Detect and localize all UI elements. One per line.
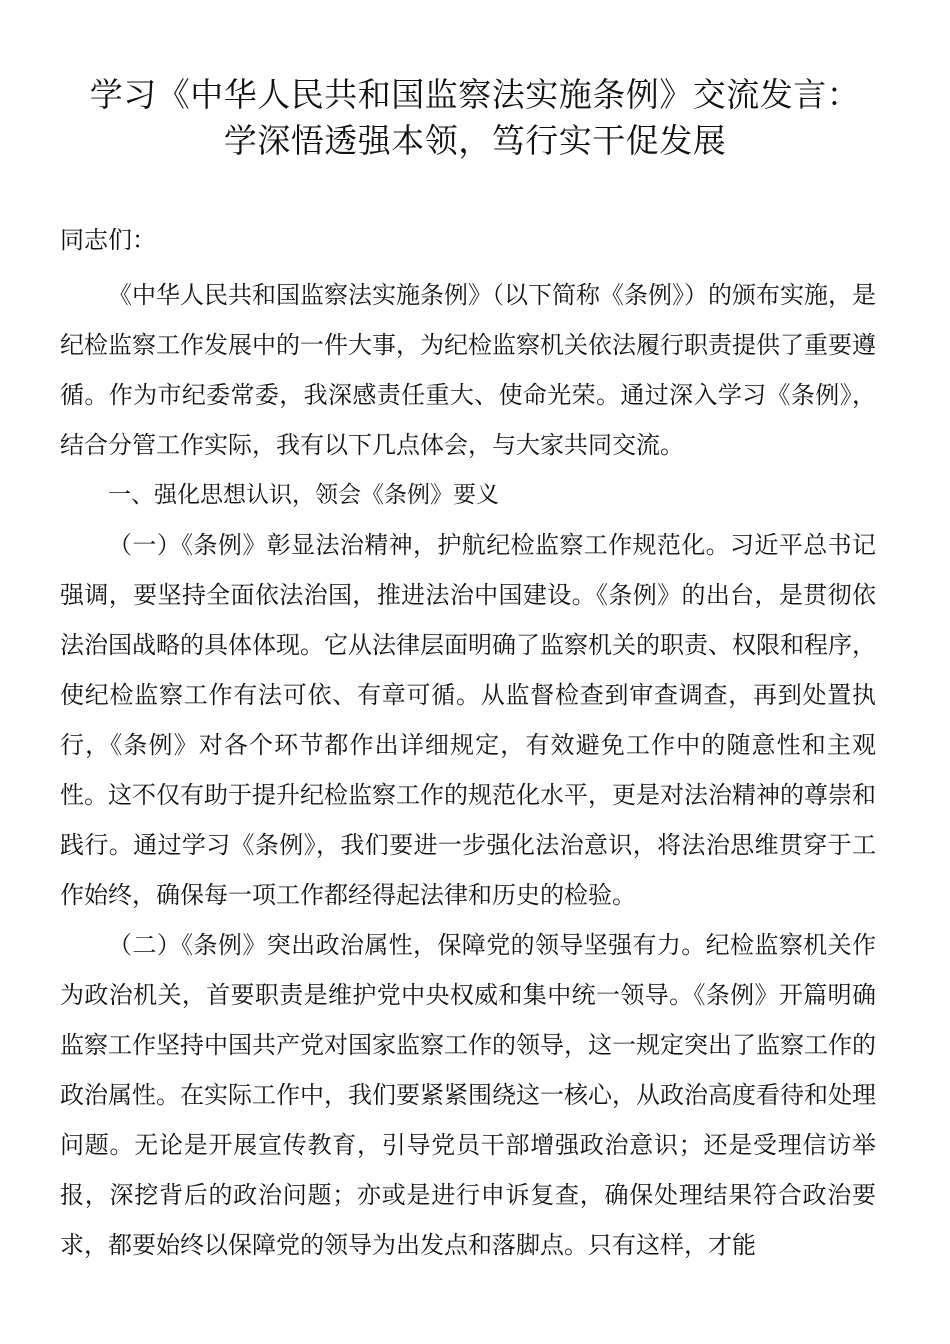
document-body bbox=[60, 270, 876, 1270]
paragraph-point-1: （一）《条例》彰显法治精神，护航纪检监察工作规范化。习近平总书记强调，要坚持全面依法治国，推进法治中国建设。《条例》的出台，是贯彻依法治国战略的具体体现。它从法律层面明确了监察机关的职责、权限和程序，使纪检监察工作有法可依、有章可循。从监督检查到审查调查，再到处置执行，《条例》对各个环节都作出详细规定，有效避免工作中的随意性和主观性。这不仅有助于提升纪检监察工作的规范化水平，更是对法治精神的尊崇和践行。通过学习《条例》，我们要进一步强化法治意识，将法治思维贯穿于工作始终，确保每一项工作都经得起法律和历史的检验。 bbox=[60, 531, 876, 909]
section-heading-1: 一、强化思想认识，领会《条例》要义 bbox=[108, 482, 499, 508]
paragraph-intro: 《中华人民共和国监察法实施条例》（以下简称《条例》）的颁布实施，是纪检监察工作发展中的一件大事，为纪检监察机关依法履行职责提供了重要遵循。作为市纪委常委，我深感责任重大、使命光荣。通过深入学习《条例》，结合分管工作实际，我有以下几点体会，与大家共同交流。 bbox=[60, 281, 876, 459]
paragraph-point-2: （二）《条例》突出政治属性，保障党的领导坚强有力。纪检监察机关作为政治机关，首要职责是维护党中央权威和集中统一领导。《条例》开篇明确监察工作坚持中国共产党对国家监察工作的领导，这一规定突出了监察工作的政治属性。在实际工作中，我们要紧紧围绕这一核心，从政治高度看待和处理问题。无论是开展宣传教育，引导党员干部增强政治意识；还是受理信访举报，深挖背后的政治问题；亦或是进行申诉复查，确保处理结果符合政治要求，都要始终以保障党的领导为出发点和落脚点。只有这样，才能 bbox=[60, 931, 876, 1259]
document-title-line-2: 学深悟透强本领，笃行实干促发展 bbox=[223, 121, 727, 160]
salutation: 同志们： bbox=[60, 226, 156, 254]
document-title-line-1: 学习《中华人民共和国监察法实施条例》交流发言： bbox=[89, 75, 861, 114]
